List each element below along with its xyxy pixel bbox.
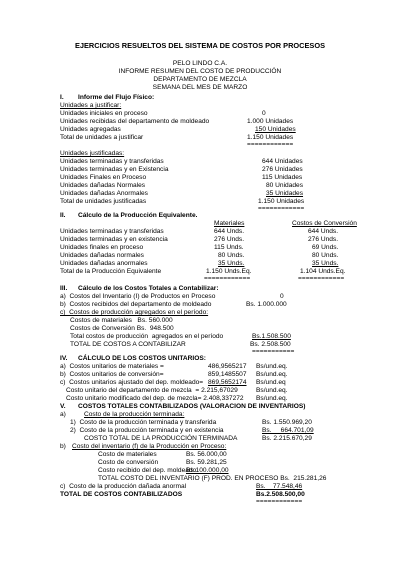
row-value: 80 Unidades (266, 182, 304, 189)
table-cell: 276 Unds. (308, 236, 339, 243)
row-label: Unidades terminadas y en Existencia (60, 166, 169, 173)
row-value: 859,1485507 (208, 371, 247, 378)
section-3-title: Cálculo de los Costos Totales a Contabilizar: (78, 285, 219, 292)
table-row-label: Unidades dañadas anormales (60, 260, 148, 267)
row-unit: Bs/und.eq. (256, 363, 288, 370)
section-2-number: II. (60, 212, 66, 219)
section-4-number: IV. (60, 355, 68, 362)
row-value: Bs. 77.548,46 (256, 483, 303, 490)
row-unit: Bs/und.eq. (256, 371, 288, 378)
grand-total-label: TOTAL DE COSTOS CONTABILIZADOS (60, 491, 183, 498)
table-row-label: Total de la Producción Equivalente (60, 268, 162, 275)
row-value: 486,9565217 (208, 363, 247, 370)
section-3-number: III. (60, 285, 68, 292)
separator: ============ (298, 275, 345, 282)
department-name: DEPARTAMENTO DE MEZCLA (153, 76, 247, 83)
materials-column-header: Materiales (214, 220, 245, 227)
row-label: b) Costos unitarios de conversión= (60, 371, 164, 378)
table-cell: 1.104 Unds.Eq. (300, 268, 346, 275)
separator: =========== (252, 348, 295, 355)
row-value: Bs.1.508.500 (252, 333, 291, 340)
row-value: 115 Unidades (262, 174, 303, 181)
section-5-number: V. (60, 403, 66, 410)
row-unit: Bs/und.eq. (256, 395, 288, 402)
report-period: SEMANA DEL MES DE MARZO (152, 84, 248, 91)
row-label: Total de unidades justificadas (60, 198, 147, 205)
units-justified-heading: Unidades justificadas: (60, 150, 125, 157)
row-label: 2) Costo de la producción terminada y en existencia (70, 427, 224, 434)
row-value: Bs. 56.000,00 (186, 451, 227, 458)
report-name: INFORME RESUMEN DEL COSTO DE PRODUCCIÓN (118, 68, 282, 75)
row-label: Unidades agregadas (60, 126, 121, 133)
row-value: Bs. 2.508.500 (250, 341, 291, 348)
row-label: Total costos de producción agregados en el período (70, 333, 224, 340)
inventory-in-process-heading: Costo del inventario (f) de la Producción en Proceso: (72, 443, 227, 450)
row-label: Total de unidades a justificar (60, 134, 144, 141)
row-value: 1.150 Unidades (258, 198, 305, 205)
row-value: 35 Unidades (266, 190, 304, 197)
table-row-label: Unidades terminadas y en existencia (60, 236, 168, 243)
conversion-column-header: Costos de Conversión (292, 220, 357, 227)
row-label: COSTO TOTAL DE LA PRODUCCIÓN TERMINADA (84, 435, 238, 442)
table-cell: 276 Unds. (214, 236, 245, 243)
separator: ============ (256, 498, 303, 505)
separator: ============ (204, 275, 251, 282)
table-cell: 35 Unds. (218, 260, 245, 267)
table-cell: 69 Unds. (312, 244, 339, 251)
row-label: Costo recibido del dep. moldeado (98, 467, 197, 474)
row-label: Costo de materiales (98, 451, 157, 458)
table-cell: 80 Unds. (218, 252, 245, 259)
table-cell: 1.150 Unds.Eq. (206, 268, 252, 275)
row-label: b) Costos recibidos del departamento de moldeado (60, 301, 212, 308)
row-label: c) Costo de la producción dañada anormal (60, 483, 187, 490)
row-value: 644 Unidades (262, 158, 303, 165)
units-to-justify-heading: Unidades a justificar: (60, 102, 122, 109)
row-value: Bs. 59.281,25 (186, 459, 227, 466)
table-cell: 644 Unds. (308, 228, 339, 235)
row-value: Bs. 664.701,09 (262, 427, 314, 434)
row-label: c) Costos de producción agregados en el período: (60, 309, 209, 316)
row-unit: Bs/und.eq. (256, 387, 288, 394)
document-title: EJERCICIOS RESUELTOS DEL SISTEMA DE COSTOS POR PROCESOS (74, 41, 326, 50)
row-unit: Bs/und.eq (256, 379, 286, 386)
row-label: Costos de Conversión Bs. 948.500 (70, 325, 174, 332)
table-cell: 80 Unds. (312, 252, 339, 259)
row-value: 0 (262, 110, 266, 117)
table-row-label: Unidades finales en proceso (60, 244, 144, 251)
finished-production-heading: Costo de la producción terminada: (84, 411, 185, 418)
row-label: Unidades iniciales en proceso (60, 110, 148, 117)
row-label: Costo unitario del departamento de mezcla = 2.215,67029 (66, 387, 238, 394)
row-value: 276 Unidades (262, 166, 303, 173)
row-value: Bs.100.000,00 (186, 467, 229, 474)
row-label: c) Costos unitarios ajustado del dep. moldeado= (60, 379, 204, 386)
section-4-title: CÁLCULO DE LOS COSTOS UNITARIOS: (78, 355, 206, 362)
row-value: 869,5652174 (208, 379, 247, 386)
row-value: Bs. 1.000.000 (246, 301, 287, 308)
table-row-label: Unidades terminadas y transferidas (60, 228, 164, 235)
row-label: TOTAL DE COSTOS A CONTABILIZAR (70, 341, 186, 348)
table-row-label: Unidades dañadas normales (60, 252, 144, 259)
separator: ============ (247, 141, 294, 148)
section-2-title: Cálculo de la Producción Equivalente. (78, 212, 198, 219)
row-label: Costo de conversión (98, 459, 159, 466)
row-label: Costo unitario modificado del dep. de mezcla= 2.408,337272 (66, 395, 244, 402)
row-label: TOTAL COSTO DEL INVENTARIO (F) PROD. EN PROCESO Bs. 215.281,26 (98, 475, 327, 482)
row-value: Bs. 2.215.670,29 (262, 435, 312, 442)
row-value: Bs. 1.550.969,20 (262, 419, 312, 426)
row-label: Unidades Finales en Proceso (60, 174, 147, 181)
row-value: 150 Unidades (255, 126, 296, 133)
row-value: 1.000 Unidades (247, 118, 294, 125)
row-label: 1) Costo de la producción terminada y transferida (70, 419, 217, 426)
separator: ============ (258, 205, 305, 212)
table-cell: 644 Unds. (214, 228, 245, 235)
section-5-title: COSTOS TOTALES CONTABILIZADOS (VALORACION DE INVENTARIOS) (78, 403, 306, 410)
row-value: 0 (280, 293, 284, 300)
table-cell: 115 Unds. (214, 244, 244, 251)
section-1-title: Informe del Flujo Físico: (78, 94, 155, 101)
row-label: a) Costos del Inventario (I) de Productos en Proceso (60, 293, 216, 300)
grand-total-value: Bs.2.508.500,00 (256, 491, 305, 498)
row-label: a) Costos unitarios de materiales = (60, 363, 164, 370)
section-1-number: I. (60, 94, 64, 101)
row-label: Unidades recibidas del departamento de moldeado (60, 118, 210, 125)
item-marker: b) (60, 443, 66, 450)
row-value: 1.150 Unidades (247, 134, 294, 141)
row-label: Unidades terminadas y transferidas (60, 158, 164, 165)
row-label: Costos de materiales Bs. 560.000 (70, 317, 173, 324)
company-name: PELO LINDO C.A. (172, 60, 228, 67)
row-label: Unidades dañadas Normales (60, 182, 146, 189)
table-cell: 35 Unds. (312, 260, 339, 267)
item-marker: a) (60, 411, 66, 418)
row-label: Unidades dañadas Anormales (60, 190, 148, 197)
